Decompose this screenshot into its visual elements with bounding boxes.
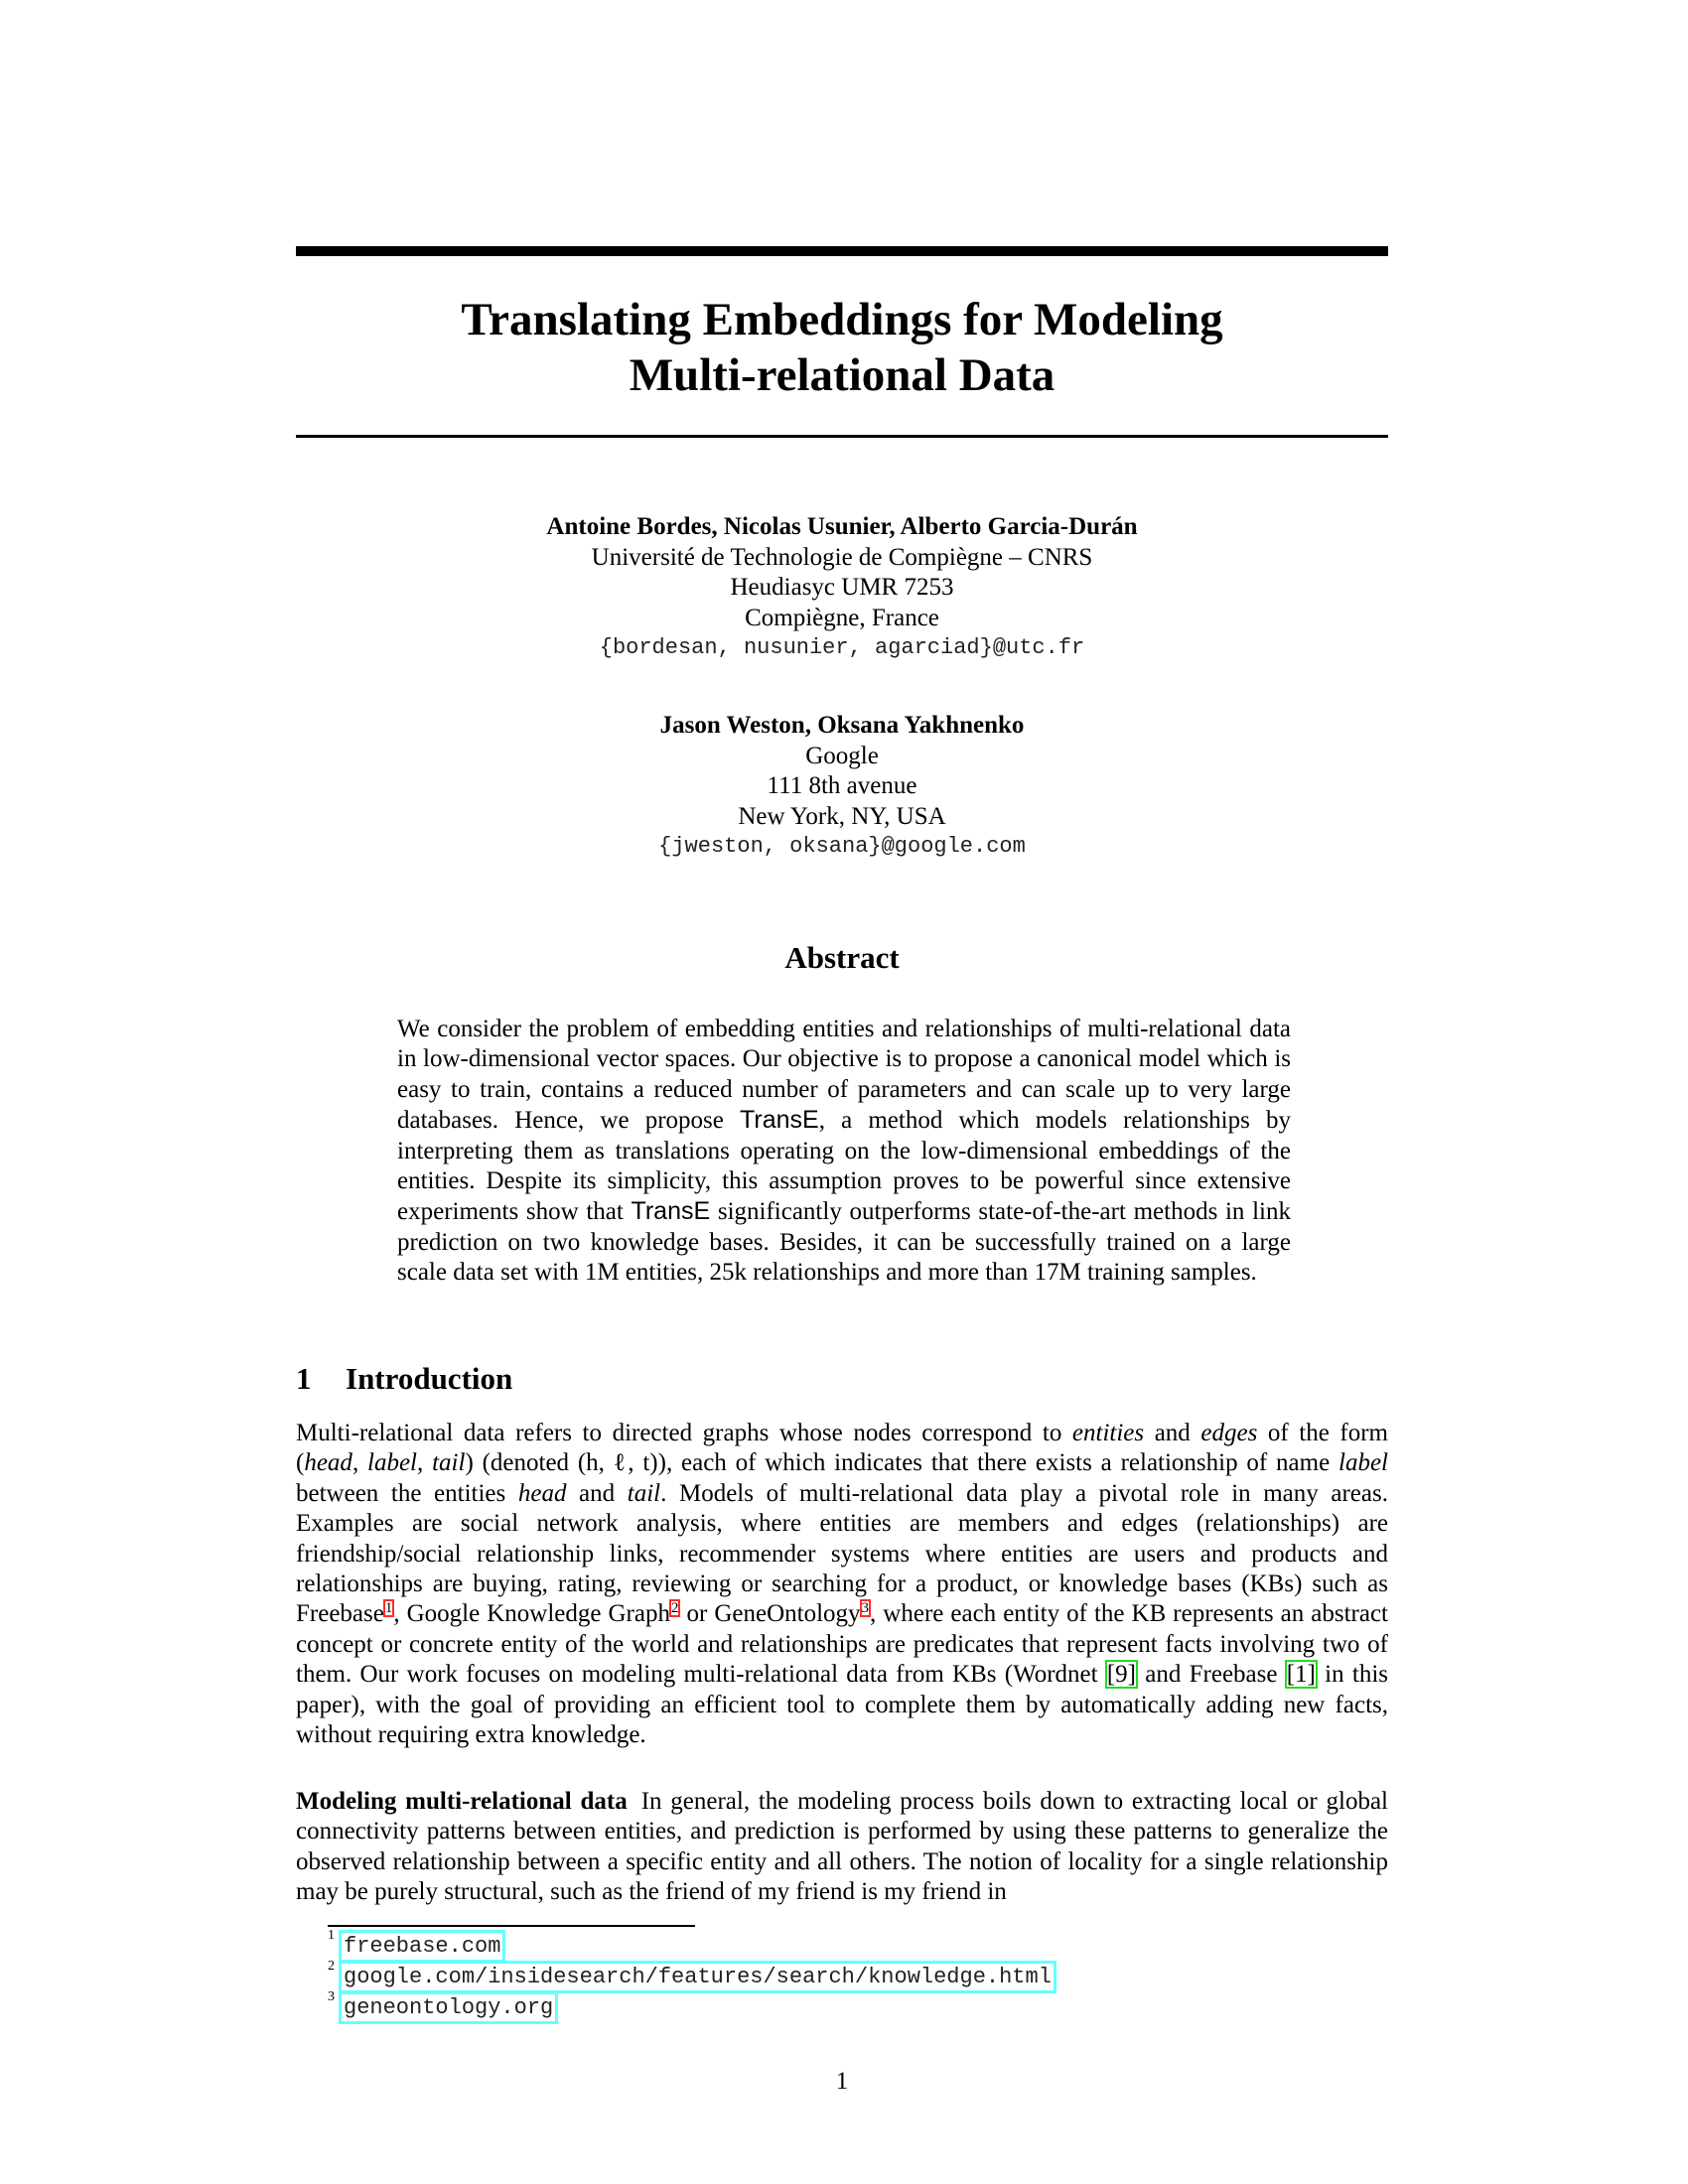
email-utc: {bordesan, nusunier, agarciad}@utc.fr bbox=[599, 635, 1085, 660]
affiliation-utc: Université de Technologie de Compiègne – CNRS bbox=[591, 543, 1093, 571]
citation-link-1[interactable]: [1] bbox=[1286, 1661, 1316, 1689]
intro-text: , bbox=[352, 1449, 368, 1477]
footnote-link-1[interactable]: 1 bbox=[384, 1600, 393, 1617]
intro-text: and bbox=[1144, 1420, 1201, 1446]
intro-text: and bbox=[566, 1479, 628, 1507]
intro-text: in this paper), with the goal of providing an efficient tool to complete them by automatically adding new facts, without requiring extra knowledge. bbox=[296, 1661, 1388, 1749]
abstract-body bbox=[397, 1015, 1291, 1289]
term-head: head bbox=[304, 1449, 352, 1477]
method-name-transe: TransE bbox=[740, 1106, 819, 1135]
footnote-mark: 2 bbox=[328, 1959, 335, 1974]
author-names-google: Jason Weston, Oksana Yakhnenko bbox=[659, 712, 1025, 739]
location-utc: Compiègne, France bbox=[745, 604, 939, 631]
section-number: 1 bbox=[296, 1361, 312, 1396]
paper-title bbox=[296, 292, 1388, 403]
intro-text: ) (denoted (h, ℓ, t)), each of which indicates that there exists a relationship of name bbox=[465, 1449, 1339, 1477]
page-number: 1 bbox=[835, 2068, 849, 2095]
paragraph-heading-modeling: Modeling multi-relational data bbox=[296, 1788, 628, 1815]
intro-paragraph bbox=[296, 1419, 1388, 1750]
term-head: head bbox=[517, 1479, 567, 1507]
footnote-1 bbox=[328, 1928, 1321, 1963]
term-tail: tail bbox=[432, 1449, 466, 1477]
author-names-utc: Antoine Bordes, Nicolas Usunier, Alberto Garcia-Durán bbox=[546, 513, 1138, 540]
intro-text: , where each entity of the KB represents an abstract concept or concrete entity of the world and relationships are predicates that represent facts involving two of them. Our work focuses on modeling multi-relational data from KBs (Wordnet bbox=[296, 1600, 1388, 1689]
intro-text: and Freebase bbox=[1136, 1661, 1286, 1689]
citation-link-9[interactable]: [9] bbox=[1106, 1661, 1136, 1689]
title-top-rule bbox=[296, 246, 1388, 256]
term-tail: tail bbox=[627, 1479, 661, 1507]
method-name-transe-2: TransE bbox=[631, 1197, 711, 1226]
email-google: {jweston, oksana}@google.com bbox=[658, 834, 1026, 859]
footnote-url-link[interactable]: geneontology.org bbox=[344, 1995, 554, 2020]
intro-text: Multi-relational data refers to directed graphs whose nodes correspond to bbox=[296, 1420, 1072, 1446]
footnote-3 bbox=[328, 1989, 1321, 2024]
intro-text: between the entities bbox=[296, 1479, 518, 1507]
term-label: label bbox=[367, 1449, 418, 1477]
intro-text: or bbox=[679, 1600, 715, 1628]
footnotes bbox=[328, 1928, 1321, 2024]
term-label-math: label bbox=[1338, 1449, 1389, 1477]
author-block-google bbox=[296, 711, 1388, 863]
title-line-2: Multi-relational Data bbox=[629, 349, 1055, 401]
footnote-url-link[interactable]: freebase.com bbox=[344, 1934, 501, 1959]
abstract-text-2: , a method which models relationships by interpreting them as translations operating on the low-dimensional embeddings of the entities. Despite its simplicity, this assumption proves to be powerful since extensive experiments show that bbox=[397, 1107, 1292, 1226]
section-title: Introduction bbox=[346, 1361, 513, 1396]
section-heading-introduction bbox=[296, 1361, 512, 1397]
title-bottom-rule bbox=[296, 435, 1388, 438]
intro-text: , bbox=[393, 1600, 407, 1628]
intro-text: of the form ( bbox=[296, 1420, 1388, 1477]
freebase-text: Freebase bbox=[296, 1600, 384, 1628]
footnote-url-link[interactable]: google.com/insidesearch/features/search/knowledge.html bbox=[344, 1965, 1052, 1989]
footnote-mark: 1 bbox=[328, 1928, 335, 1943]
abstract-heading: Abstract bbox=[784, 940, 900, 975]
footnote-link-2[interactable]: 2 bbox=[670, 1600, 679, 1617]
term-entities: entities bbox=[1071, 1420, 1145, 1446]
intro-text: . Models of multi-relational data play a pivotal role in many areas. Examples are social network analysis, where entities are members and edges (relationships) are friendship/social relationship links, recommender systems where entities are users and products and relationships are buying, rating, reviewing or searching for a product, or knowledge bases (KBs) such as bbox=[296, 1479, 1388, 1598]
geneontology-text: GeneOntology bbox=[714, 1600, 861, 1628]
author-block-utc bbox=[296, 512, 1388, 664]
footnote-mark: 3 bbox=[328, 1989, 335, 2004]
intro-text: , bbox=[417, 1449, 433, 1477]
affiliation-google: Google bbox=[805, 742, 879, 769]
abstract-text-3: significantly outperforms state-of-the-art methods in link prediction on two knowledge bases. Besides, it can be successfully trained on a large scale data set with 1M entities, 25k relationships and more than 17M training samples. bbox=[397, 1198, 1291, 1287]
location-google: New York, NY, USA bbox=[738, 802, 946, 830]
modeling-text: In general, the modeling process boils down to extracting local or global connectivity patterns between entities, and prediction is performed by using these patterns to generalize the observed relationship between a specific entity and all others. The notion of locality for a single relationship may be purely structural, such as the friend of my friend is my friend in bbox=[296, 1788, 1388, 1906]
term-edges: edges bbox=[1200, 1420, 1258, 1446]
footnote-rule bbox=[328, 1925, 695, 1927]
modeling-paragraph bbox=[296, 1787, 1388, 1908]
gkg-text: Google Knowledge Graph bbox=[406, 1600, 670, 1628]
footnote-2 bbox=[328, 1959, 1321, 1993]
address-google: 111 8th avenue bbox=[767, 772, 917, 799]
lab-utc: Heudiasyc UMR 7253 bbox=[730, 574, 954, 601]
abstract-text-1: We consider the problem of embedding entities and relationships of multi-relational data in low-dimensional vector spaces. Our objective is to propose a canonical model which is easy to train, contains a reduced number of parameters and can scale up to very large databases. Hence, we propose bbox=[397, 1016, 1291, 1135]
footnote-link-3[interactable]: 3 bbox=[861, 1600, 870, 1617]
title-line-1: Translating Embeddings for Modeling bbox=[461, 294, 1223, 345]
